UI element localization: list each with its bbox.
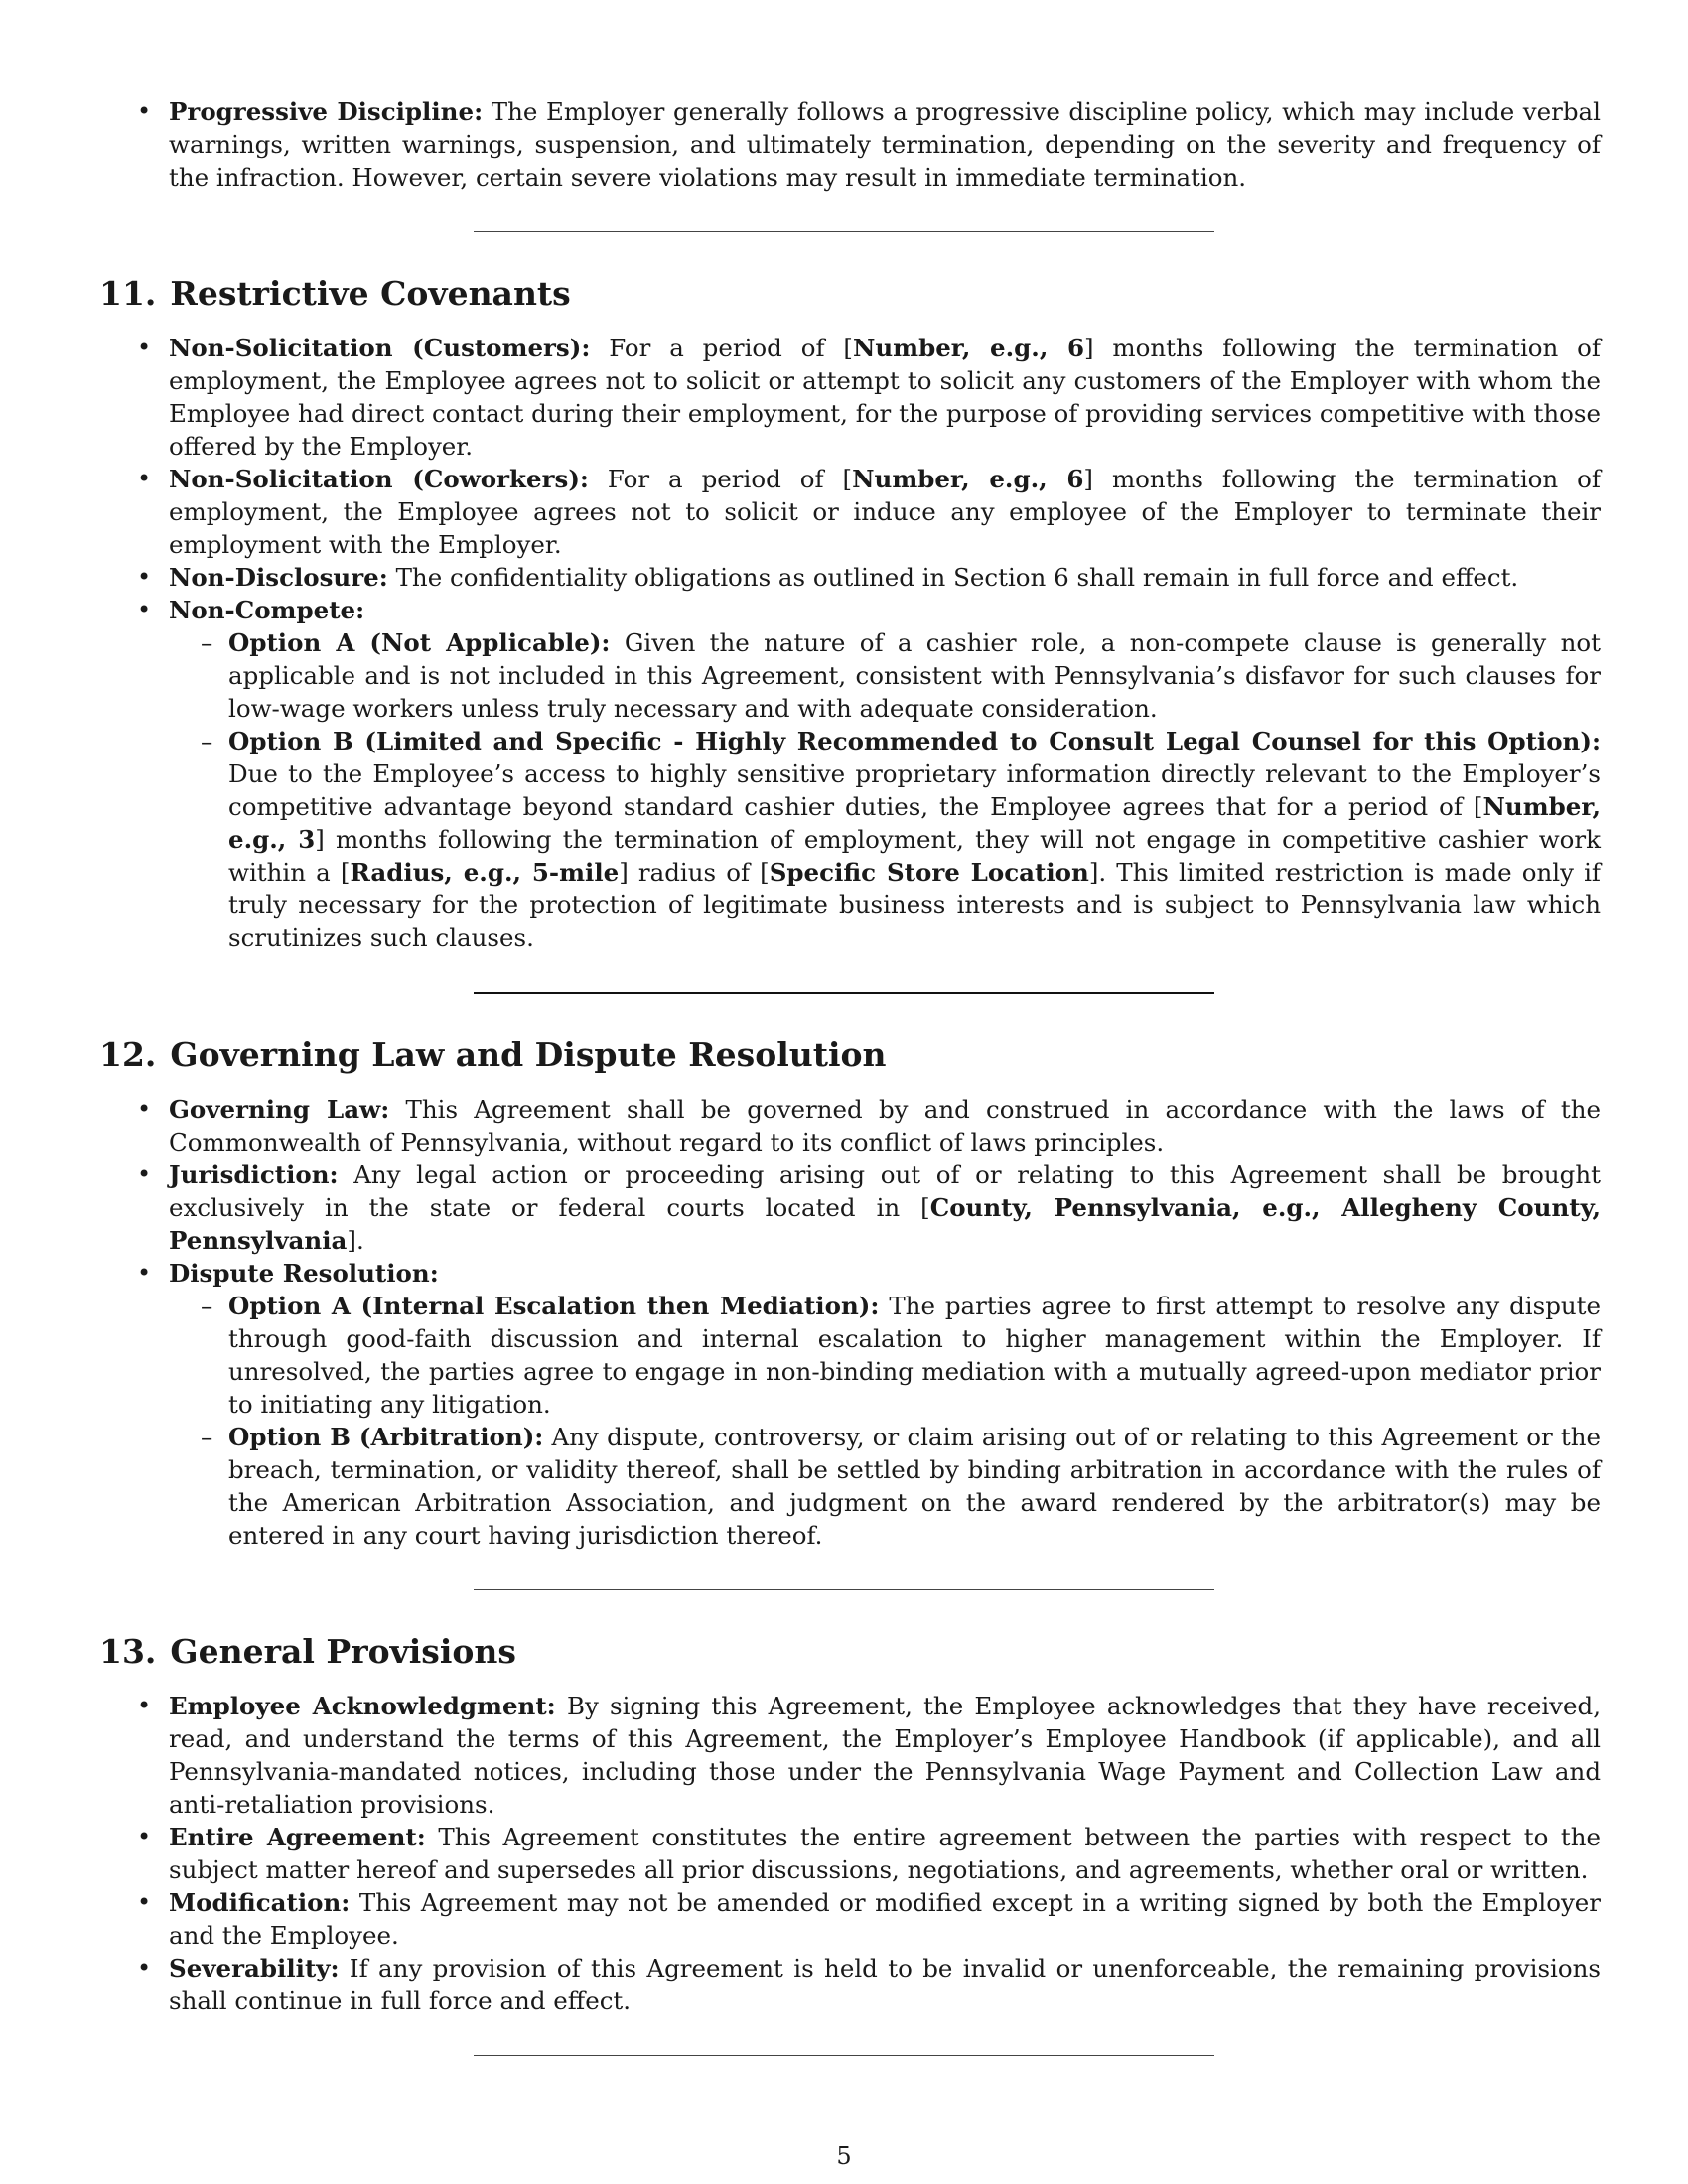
section-number: 11. bbox=[99, 274, 157, 313]
item-text: This Agreement may not be amended or modified except in a writing signed by both the Employer and the Employee. bbox=[169, 1888, 1601, 1950]
sub-item-option-b bbox=[169, 725, 1601, 954]
list-item-non-compete bbox=[99, 594, 1601, 954]
section-title: Restrictive Covenants bbox=[170, 274, 571, 313]
item-text: For a period of [ bbox=[590, 334, 853, 362]
list-item-severability bbox=[99, 1952, 1601, 2017]
item-label: Severability: bbox=[169, 1954, 340, 1982]
sub-item-option-b bbox=[169, 1421, 1601, 1552]
item-text: For a period of [ bbox=[588, 465, 853, 493]
item-label: Modification: bbox=[169, 1888, 351, 1917]
section-13-heading bbox=[99, 1632, 1601, 1672]
item-label: Progressive Discipline: bbox=[169, 97, 484, 126]
sub-item-option-a bbox=[169, 1290, 1601, 1421]
item-text: This Agreement shall be governed by and construed in accordance with the laws of the Commonwealth of Pennsylvania, without regard to its conflict of laws principles. bbox=[169, 1095, 1601, 1157]
item-text: ] months following the termination of employment, the Employee agrees not to solicit or induce any employee of the Employer to terminate their employment with the Employer. bbox=[169, 465, 1601, 559]
section-13-list bbox=[99, 1690, 1601, 2017]
item-text: ]. bbox=[347, 1226, 364, 1255]
list-item-modification bbox=[99, 1886, 1601, 1952]
list-item-governing-law bbox=[99, 1093, 1601, 1159]
placeholder-field: Number, e.g., 6 bbox=[852, 334, 1084, 362]
intro-list bbox=[99, 95, 1601, 194]
item-label: Option B (Limited and Specific - Highly Recommended to Consult Legal Counsel for this Option): bbox=[228, 727, 1601, 755]
item-text: The Employer generally follows a progressive discipline policy, which may include verbal warnings, written warnings, suspension, and ultimately termination, depending on the severity and frequency of the infraction. However, certain severe violations may result in immediate termination. bbox=[169, 97, 1601, 192]
section-divider bbox=[474, 231, 1214, 232]
placeholder-field: Number, e.g., 6 bbox=[852, 465, 1084, 493]
section-12-list bbox=[99, 1093, 1601, 1552]
item-text: This Agreement constitutes the entire agreement between the parties with respect to the subject matter hereof and supersedes all prior discussions, negotiations, and agreements, whether oral or written. bbox=[169, 1823, 1601, 1884]
item-label: Governing Law: bbox=[169, 1095, 390, 1124]
section-number: 13. bbox=[99, 1632, 157, 1671]
section-divider bbox=[474, 992, 1214, 994]
section-11-heading bbox=[99, 274, 1601, 314]
document-page bbox=[99, 95, 1601, 2056]
list-item-entire-agreement bbox=[99, 1821, 1601, 1886]
section-divider bbox=[474, 1589, 1214, 1590]
item-text: Any legal action or proceeding arising out of or relating to this Agreement shall be brought exclusively in the state or federal courts located in [ bbox=[169, 1160, 1601, 1222]
list-item-progressive-discipline bbox=[99, 95, 1601, 194]
item-text: The confidentiality obligations as outlined in Section 6 shall remain in full force and effect. bbox=[387, 563, 1519, 592]
item-text: Given the nature of a cashier role, a non-compete clause is generally not applicable and is not included in this Agreement, consistent with Pennsylvania’s disfavor for such clauses for low-wage workers unless truly necessary and with adequate consideration. bbox=[228, 628, 1601, 723]
item-label: Option A (Internal Escalation then Mediation): bbox=[228, 1292, 880, 1320]
item-label: Jurisdiction: bbox=[169, 1160, 339, 1189]
dispute-options bbox=[169, 1290, 1601, 1552]
list-item-jurisdiction bbox=[99, 1159, 1601, 1257]
non-compete-options bbox=[169, 626, 1601, 954]
item-text: By signing this Agreement, the Employee acknowledges that they have received, read, and understand the terms of this Agreement, the Employer’s Employee Handbook (if applicable), and all Pennsylvania-mandated notices, including those under the Pennsylvania Wage Payment and Collection Law and anti-retaliation provisions. bbox=[169, 1692, 1601, 1819]
list-item-non-disclosure bbox=[99, 561, 1601, 594]
list-item-employee-acknowledgment bbox=[99, 1690, 1601, 1821]
page-number: 5 bbox=[836, 2142, 852, 2170]
item-text: If any provision of this Agreement is held to be invalid or unenforceable, the remaining provisions shall continue in full force and effect. bbox=[169, 1954, 1601, 2015]
item-text: Any dispute, controversy, or claim arising out of or relating to this Agreement or the breach, termination, or validity thereof, shall be settled by binding arbitration in accordance with the rules of the American Arbitration Association, and judgment on the award rendered by the arbitrator(s) may be entered in any court having jurisdiction thereof. bbox=[228, 1423, 1601, 1550]
item-text: ] months following the termination of employment, they will not engage in competitive cashier work within a [ bbox=[228, 825, 1601, 887]
item-label: Non-Disclosure: bbox=[169, 563, 388, 592]
list-item-dispute-resolution bbox=[99, 1257, 1601, 1552]
item-text: Due to the Employee’s access to highly sensitive proprietary information directly relevant to the Employer’s competitive advantage beyond standard cashier duties, the Employee agrees that for a period of [ bbox=[228, 759, 1601, 821]
section-title: General Provisions bbox=[170, 1632, 517, 1671]
placeholder-field: County, Pennsylvania, e.g., Allegheny County, Pennsylvania bbox=[169, 1193, 1601, 1255]
sub-item-option-a bbox=[169, 626, 1601, 725]
placeholder-field: Number, e.g., 3 bbox=[228, 792, 1601, 854]
item-label: Dispute Resolution: bbox=[169, 1259, 439, 1288]
item-text: ]. This limited restriction is made only if truly necessary for the protection of legitimate business interests and is subject to Pennsylvania law which scrutinizes such clauses. bbox=[228, 858, 1601, 952]
item-label: Non-Solicitation (Coworkers): bbox=[169, 465, 589, 493]
item-text: ] radius of [ bbox=[619, 858, 770, 887]
item-label: Option A (Not Applicable): bbox=[228, 628, 611, 657]
item-label: Non-Compete: bbox=[169, 596, 365, 624]
section-title: Governing Law and Dispute Resolution bbox=[170, 1035, 887, 1074]
section-11-list bbox=[99, 332, 1601, 954]
section-number: 12. bbox=[99, 1035, 157, 1074]
placeholder-field: Radius, e.g., 5-mile bbox=[350, 858, 620, 887]
item-text: The parties agree to first attempt to resolve any dispute through good-faith discussion and internal escalation to higher management within the Employer. If unresolved, the parties agree to engage in non-binding mediation with a mutually agreed-upon mediator prior to initiating any litigation. bbox=[228, 1292, 1601, 1419]
section-12-heading bbox=[99, 1035, 1601, 1075]
item-label: Option B (Arbitration): bbox=[228, 1423, 544, 1451]
placeholder-field: Specific Store Location bbox=[769, 858, 1089, 887]
list-item-non-solicitation-coworkers bbox=[99, 463, 1601, 561]
item-label: Entire Agreement: bbox=[169, 1823, 426, 1851]
item-label: Employee Acknowledgment: bbox=[169, 1692, 556, 1720]
list-item-non-solicitation-customers bbox=[99, 332, 1601, 463]
item-text: ] months following the termination of employment, the Employee agrees not to solicit or attempt to solicit any customers of the Employer with whom the Employee had direct contact during their employment, for the purpose of providing services competitive with those offered by the Employer. bbox=[169, 334, 1601, 461]
item-label: Non-Solicitation (Customers): bbox=[169, 334, 591, 362]
section-divider bbox=[474, 2055, 1214, 2056]
